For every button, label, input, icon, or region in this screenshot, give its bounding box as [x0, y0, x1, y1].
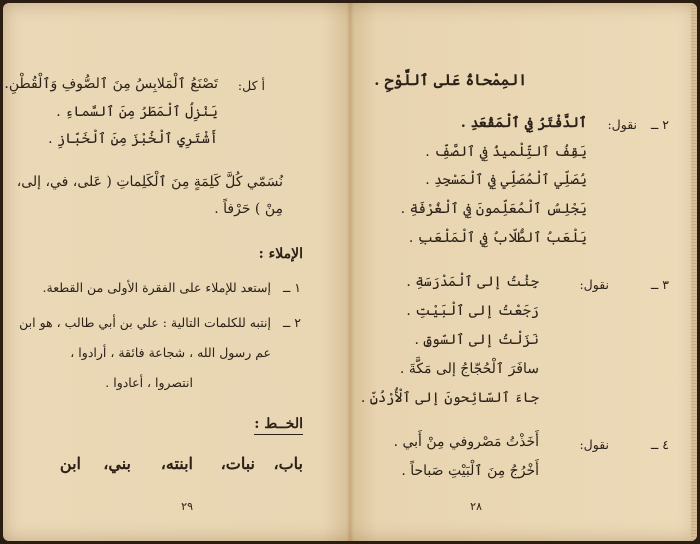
exercise-1-line-2: يَنْزِلُ ٱلْمَطَرُ مِنَ ٱلسَّماءِ .: [56, 104, 218, 120]
section-2-line-4: يَجْلِسُ ٱلْمُعَلِّمونَ فِي ٱلْغُرْفَةِ .: [400, 201, 587, 217]
dictation-item-1-text: إستعد للإملاء على الفقرة الأولى من القطعة.: [42, 280, 271, 295]
section-3-line-2: رَجَعْتُ إلى ٱلْبَيْتِ .: [406, 303, 539, 319]
section-3-line-4: سافَرَ ٱلْحُجّاجُ إلى مَكَّةَ .: [399, 361, 539, 377]
section-3-number: ٣ ــ: [650, 277, 669, 292]
dictation-item-1-number: ١ ــ: [282, 280, 301, 295]
handwriting-heading: [254, 415, 303, 433]
section-2-line-5: يَلْعَبُ ٱلطُّلّابُ فِي ٱلْمَلْعَبِ .: [408, 230, 587, 246]
dictation-item-2-line-2: عم رسول الله ، شجاعة فائقة ، أرادوا ،: [70, 345, 271, 360]
note-line-1: نُسَمّي كُلَّ كَلِمَةٍ مِنَ ٱلْكَلِماتِ ( عَلى، في، إلى،: [16, 174, 283, 190]
page-number-left: ٢٩: [181, 500, 193, 513]
exercise-1-label: أ كل:: [237, 78, 265, 93]
section-2-label: نقول:: [607, 117, 637, 132]
handwriting-word-3: ابنته،: [160, 454, 193, 473]
right-page: [353, 3, 697, 541]
section-3-line-5: جاءَ ٱلسّائِحونَ إلى ٱلْأُرْدُنِّ .: [360, 390, 539, 406]
handwriting-word-2: نبات،: [220, 454, 255, 473]
handwriting-heading-text: الخــط :: [254, 416, 303, 435]
book-spread: [3, 3, 697, 541]
handwriting-word-5: ابن: [59, 454, 81, 473]
section-2-number: ٢ ــ: [650, 117, 669, 132]
section-2-line-3: يُصَلِّي ٱلْمُصَلِّي فِي ٱلْمَسْجِدِ .: [425, 172, 587, 188]
page-title: المِمْحاةُ عَلى ٱللَّوْحِ .: [374, 71, 527, 89]
handwriting-word-4: بني،: [103, 454, 131, 473]
section-4-label: نقول:: [579, 437, 609, 452]
section-3-line-1: جِئْتُ إلى ٱلْمَدْرَسَةِ .: [406, 274, 539, 290]
section-3-label: نقول:: [579, 277, 609, 292]
section-2-line-1: ٱلدَّفْتَرُ فِي ٱلْمَقْعَدِ .: [460, 115, 587, 131]
page-edges: [691, 3, 697, 541]
exercise-1-line-1: تَصْنَعُ ٱلْمَلابِسُ مِنَ ٱلصُّوفِ وَٱلْقُطْنِ.: [4, 76, 218, 92]
dictation-item-2-line-1: إنتبه للكلمات التالية : علي بن أبي طالب ، هو ابن: [19, 315, 271, 330]
section-4-line-2: أَخْرُجُ مِنَ ٱلْبَيْتِ صَباحاً .: [401, 463, 539, 479]
handwriting-word-1: باب،: [273, 454, 303, 473]
exercise-1-line-3: أَشْتَرِي ٱلْخُبْزَ مِنَ ٱلْخَبّازِ .: [48, 131, 218, 147]
page-number-right: ٢٨: [470, 500, 482, 513]
left-page: [3, 3, 343, 541]
section-2-line-2: يَقِفُ ٱلتِّلْميذُ فِي ٱلصَّفِّ .: [425, 144, 587, 160]
note-line-2: مِنْ ) حَرْفاً .: [214, 201, 283, 217]
section-4-line-1: أَخَذْتُ مَصْروفي مِنْ أَبي .: [393, 434, 539, 450]
section-4-number: ٤ ــ: [650, 437, 669, 452]
dictation-item-2-number: ٢ ــ: [282, 315, 301, 330]
section-3-line-3: نَزَلْتُ إلى ٱلسّوقِ .: [414, 332, 539, 348]
dictation-item-2-line-3: انتصروا ، أعادوا .: [105, 375, 193, 390]
dictation-heading: الإملاء :: [258, 246, 303, 262]
